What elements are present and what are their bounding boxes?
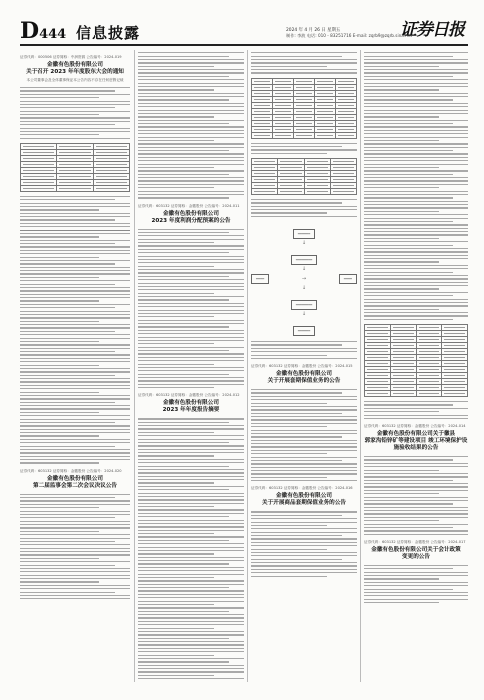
flow-box: ━━━━━━ (293, 326, 315, 336)
flow-box: ━━━━━━━━ (291, 300, 317, 310)
arrow-down-icon: ↓ (301, 240, 307, 246)
announcement-title: 2023 年度利润分配预案的公告 (151, 217, 231, 224)
flowchart (251, 220, 357, 338)
announcement-header (251, 486, 357, 507)
announcement-title: 第二届监事会第二次会议决议公告 (33, 482, 117, 489)
body-text (364, 565, 468, 603)
announcement-title: 变更的公告 (402, 553, 430, 560)
announcement-code: 证券代码：603132 证券简称：金徽股份 公告编号：2024-011 (138, 203, 240, 208)
announcement-code: 证券代码：603132 证券简称：金徽股份 公告编号：2024-017 (364, 539, 466, 544)
company-name: 金徽有色股份有限公司关于会计政策 (371, 546, 461, 553)
masthead-logo: 证券日报 (400, 20, 464, 40)
flow-box: ━━━━ (251, 274, 269, 284)
header-rule (20, 44, 468, 46)
company-name: 金徽有色股份有限公司 (163, 210, 219, 217)
body-text (364, 52, 468, 320)
announcement-code: 证券代码：603132 证券简称：金徽股份 公告编号：2024-020 (20, 468, 122, 473)
column-4 (364, 50, 468, 682)
announcement-header (251, 364, 357, 385)
body-text (20, 87, 130, 139)
data-table (251, 78, 357, 139)
column-3 (251, 50, 357, 682)
announcement-header (138, 204, 244, 225)
arrow-down-icon: ↓ (301, 285, 307, 291)
announcement-header (364, 424, 468, 452)
announcement-code: 证券代码：603132 证券简称：金徽股份 公告编号：2024-015 (251, 364, 353, 369)
body-text (364, 401, 468, 419)
announcement-title: 关于开展套期保值业务的公告 (267, 378, 341, 385)
body-text (138, 229, 244, 389)
announcement-code: 证券代码：603132 证券简称：金徽股份 公告编号：2024-016 (251, 486, 353, 491)
date-line: 2024 年 4 月 26 日 星期五 (286, 28, 341, 33)
section-title: 信息披露 (76, 24, 141, 42)
announcement-header (364, 540, 468, 561)
body-text (251, 341, 357, 359)
column-1 (20, 50, 130, 682)
body-text (251, 52, 357, 73)
page-number-digits: 444 (39, 27, 67, 42)
company-name: 金徽有色股份有限公司关于徽县 (376, 431, 456, 438)
column-divider (134, 50, 135, 682)
page-number: D444 (20, 18, 67, 44)
column-divider (360, 50, 361, 682)
body-text (251, 511, 357, 576)
company-name: 金徽有色股份有限公司 (47, 62, 103, 68)
column-2 (138, 50, 244, 682)
flow-box: ━━━━ (339, 274, 357, 284)
announcement-header (138, 393, 244, 414)
body-text (251, 389, 357, 481)
arrow-down-icon: ↓ (301, 311, 307, 317)
announcement-title: 关于开展商品套期保值业务的公告 (262, 500, 346, 507)
page-header (0, 0, 484, 44)
announcement-code: 证券代码：000506 证券简称：中润资源 公告编号：2024-019 (20, 55, 122, 59)
arrow-right-icon: → (301, 275, 307, 282)
announcement-title: 2023 年年度报告摘要 (162, 407, 220, 414)
body-text (138, 52, 244, 198)
company-name: 金徽有色股份有限公司 (47, 475, 103, 482)
contact-line: 制作: 李波 电话: 010 - 83251716 E-mail: zqrb9@zqrb.sina.net (286, 33, 413, 38)
body-text (251, 199, 357, 217)
announcement-title: 关于召开 2023 年年度股东大会的通知 (26, 69, 124, 75)
arrow-down-icon: ↓ (301, 266, 307, 272)
data-table (251, 158, 357, 195)
data-table (364, 324, 468, 397)
body-text (251, 143, 357, 154)
flow-box: ━━━━━━━━ (291, 255, 317, 265)
announcement-header (20, 469, 130, 490)
body-text (138, 418, 244, 682)
flow-row (251, 272, 357, 286)
announcement-header (20, 55, 130, 83)
announcement-code: 证券代码：603132 证券简称：金徽股份 公告编号：2024-014 (364, 424, 466, 429)
company-name: 金徽有色股份有限公司 (276, 493, 332, 500)
body-text (364, 456, 468, 535)
flow-box: ━━━━━━ (293, 229, 315, 239)
body-text (20, 494, 130, 600)
announcement-title: 郭家沟铅锌矿等建设项目 竣工环境保护设施验收结果的公告 (364, 438, 468, 452)
column-divider (247, 50, 248, 682)
announcement-code: 证券代码：603132 证券简称：金徽股份 公告编号：2024-012 (138, 393, 240, 398)
company-name: 金徽有色股份有限公司 (276, 371, 332, 378)
body-text (20, 196, 130, 464)
company-name: 金徽有色股份有限公司 (163, 400, 219, 407)
data-table (20, 143, 130, 192)
announcement-note: 本公司董事会及全体董事保证本公告内容不存在任何虚假记载 (26, 78, 124, 82)
